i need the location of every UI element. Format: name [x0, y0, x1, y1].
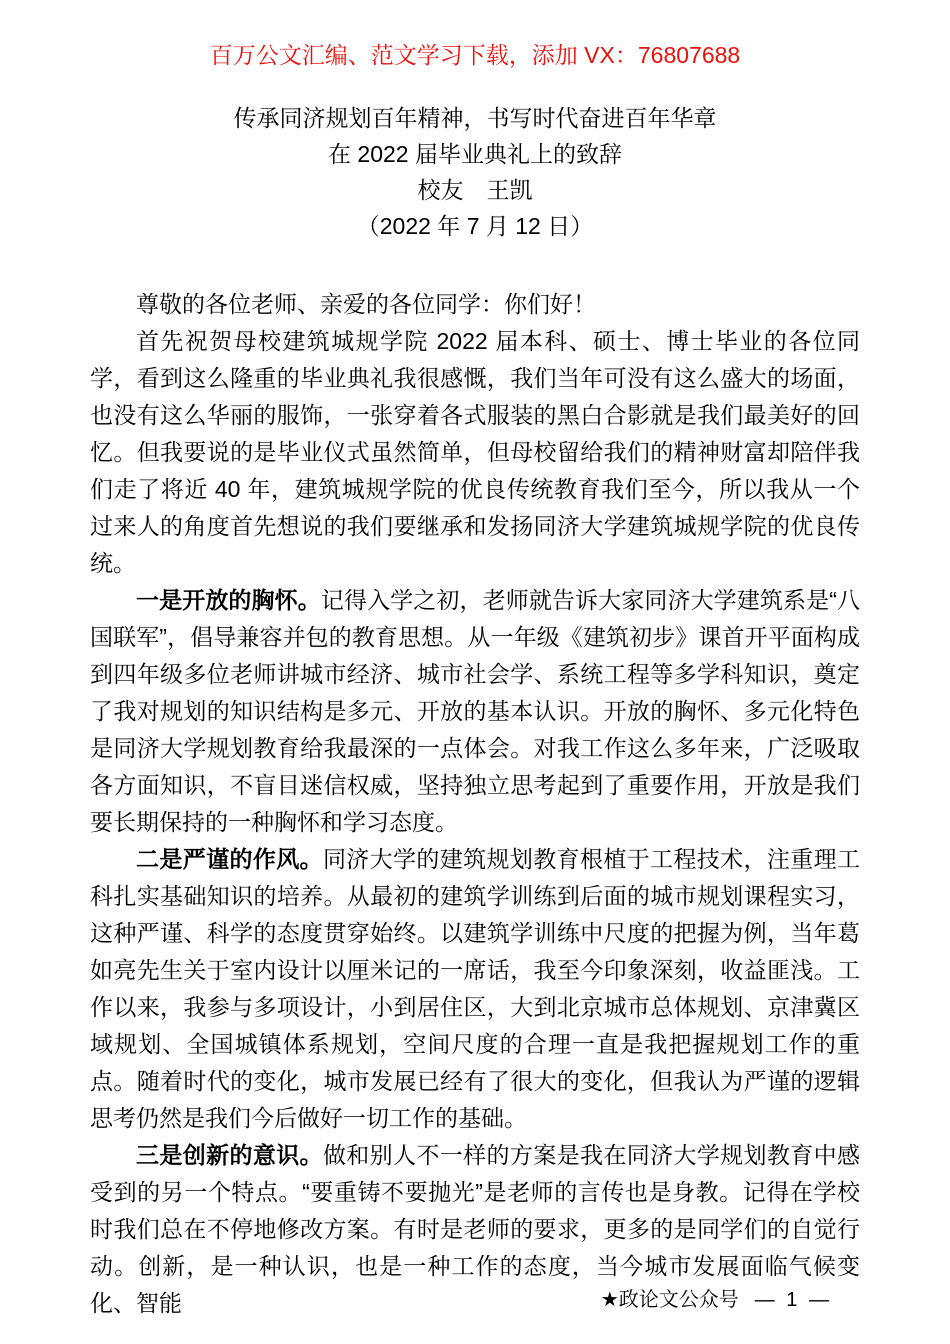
speech-date: （2022 年 7 月 12 日） — [356, 213, 594, 239]
paragraph-text: 尊敬的各位老师、亲爱的各位同学：你们好！ — [136, 291, 596, 317]
paragraph-text: 做和别人不一样的方案是我在同济大学规划教育中感受到的另一个特点。“要重铸不要抛光”是老师的言传也是身教。记得在学校时我们总在不停地修改方案。有时是老师的要求，更多的是同学们的自觉行动。创新，是一种认识，也是一种工作的态度，当今城市发展面临气候变化、智能 — [90, 1142, 861, 1316]
paragraph-point-two — [90, 841, 860, 1137]
speech-body — [90, 286, 860, 1322]
document-title: 传承同济规划百年精神，书写时代奋进百年华章 — [233, 105, 717, 131]
paragraph-text: 首先祝贺母校建筑城规学院 2022 届本科、硕士、博士毕业的各位同学，看到这么隆重的毕业典礼我很感慨，我们当年可没有这么盛大的场面，也没有这么华丽的服饰，一张穿着各式服装的黑白合影就是我们最美好的回忆。但我要说的是毕业仪式虽然简单，但母校留给我们的精神财富却陪伴我们走了将近 40 年，建筑城规学院的优良传统教育我们至今，所以我从一个过来人的角度首先想说的我们要继承和发扬同济大学建筑城规学院的优良传统。 — [90, 328, 860, 576]
promo-banner: 百万公文汇编、范文学习下载，添加 VX：76807688 — [209, 42, 741, 68]
paragraph-text: 记得入学之初，老师就告诉大家同济大学建筑系是“八国联军”，倡导兼容并包的教育思想。从一年级《建筑初步》课首开平面构成到四年级多位老师讲城市经济、城市社会学、系统工程等多学科知识，奠定了我对规划的知识结构是多元、开放的基本认识。开放的胸怀、多元化特色是同济大学规划教育给我最深的一点体会。对我工作这么多年来，广泛吸取各方面知识，不盲目迷信权威，坚持独立思考起到了重要作用，开放是我们要长期保持的一种胸怀和学习态度。 — [90, 587, 860, 835]
document-subtitle: 在 2022 届毕业典礼上的致辞 — [328, 141, 622, 167]
paragraph-text: 同济大学的建筑规划教育根植于工程技术，注重理工科扎实基础知识的培养。从最初的建筑学训练到后面的城市规划课程实习，这种严谨、科学的态度贯穿始终。以建筑学训练中尺度的把握为例，当年葛如亮先生关于室内设计以厘米记的一席话，我至今印象深刻，收益匪浅。工作以来，我参与多项设计，小到居住区，大到北京城市总体规划、京津冀区域规划、全国城镇体系规划，空间尺度的合理一直是我把握规划工作的重点。随着时代的变化，城市发展已经有了很大的变化，但我认为严谨的逻辑思考仍然是我们今后做好一切工作的基础。 — [90, 846, 861, 1131]
paragraph-lead: 二是严谨的作风。 — [136, 846, 323, 872]
paragraph-greeting — [90, 286, 860, 323]
footer-label: ★政论文公众号 — [600, 1289, 739, 1311]
speaker-name: 校友 王凯 — [417, 177, 533, 203]
page-number: — 1 — — [754, 1289, 832, 1311]
paragraph-intro — [90, 323, 860, 582]
paragraph-point-one — [90, 582, 860, 841]
page-footer — [601, 1283, 832, 1312]
paragraph-lead: 三是创新的意识。 — [136, 1142, 323, 1168]
paragraph-lead: 一是开放的胸怀。 — [136, 587, 321, 613]
title-block — [0, 100, 950, 244]
